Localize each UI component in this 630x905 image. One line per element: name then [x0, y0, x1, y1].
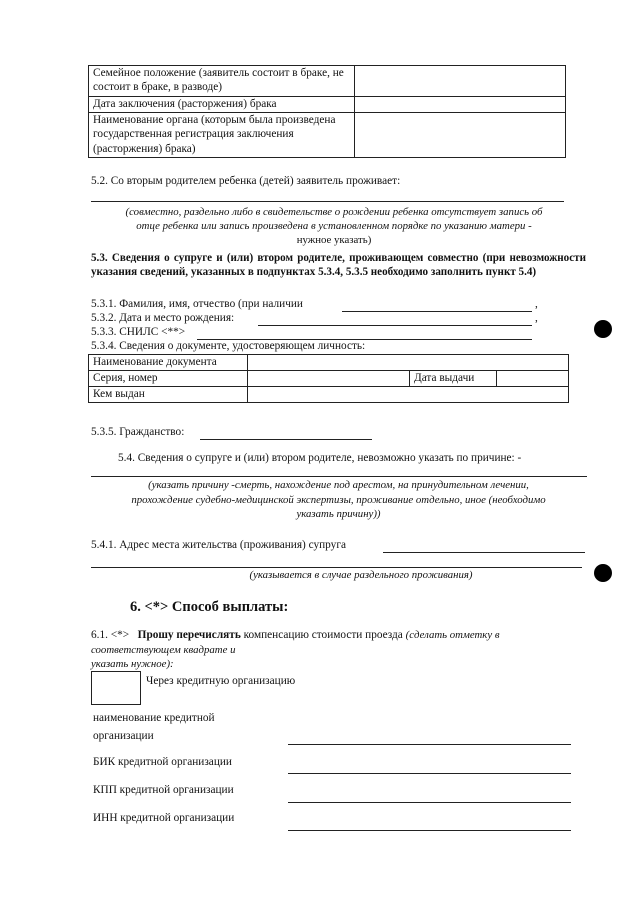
full-name-field[interactable]: [342, 311, 532, 312]
doc-name-label: Наименование документа: [89, 355, 248, 371]
credit-org-checkbox[interactable]: [91, 671, 141, 705]
snils-label: 5.3.3. СНИЛС <**>: [91, 326, 186, 338]
citizenship-label: 5.3.5. Гражданство:: [91, 426, 185, 438]
comma-text: ,: [535, 298, 538, 310]
reason-field[interactable]: [91, 476, 587, 477]
payment-request-text: 6.1. <*> Прошу перечислять компенсацию стоимости проезда (сделать отметку в соответствующем квадрате и указать нужное):: [91, 629, 500, 671]
table-row: [89, 113, 566, 158]
table-row: [89, 97, 566, 113]
table-cell-label: Наименование органа (которым была произведена государственная регистрация заключения (расторжения) брака): [89, 113, 355, 158]
spouse-address-label: 5.4.1. Адрес места жительства (проживания) супруга: [91, 539, 346, 551]
citizenship-field[interactable]: [200, 439, 372, 440]
punch-hole-mark: [594, 320, 612, 338]
birth-label: 5.3.2. Дата и место рождения:: [91, 312, 235, 324]
table-row: [89, 371, 569, 387]
table-row: [89, 66, 566, 97]
payment-method-heading: 6. <*> Способ выплаты:: [130, 599, 289, 615]
table-cell-label: Семейное положение (заявитель состоит в браке, не состоит в браке, в разводе): [89, 66, 355, 97]
id-document-table: [88, 354, 569, 403]
reason-note: (указать причину -смерть, нахождение под арестом, на принудительном лечении, прохождение судебно-медицинской экспертизы, проживание отдельно, иное (необходимо указать причину)): [131, 479, 546, 521]
table-cell-label: Дата заключения (расторжения) брака: [89, 97, 355, 113]
comma-text: ,: [535, 312, 538, 324]
doc-series-label: Серия, номер: [89, 371, 248, 387]
doc-name-value[interactable]: [248, 355, 569, 371]
birth-field[interactable]: [258, 325, 532, 326]
marital-status-table: [88, 65, 566, 158]
inn-label: ИНН кредитной организации: [93, 812, 235, 824]
full-name-label: 5.3.1. Фамилия, имя, отчество (при наличии: [91, 298, 303, 310]
table-cell-value[interactable]: [355, 66, 566, 97]
spouse-address-note: (указывается в случае раздельного проживания): [249, 569, 473, 581]
cohabitation-note: (совместно, раздельно либо в свидетельстве о рождении ребенка отсутствует запись об отце ребенка или запись произведена в установленном порядке по указанию матери - нужное указать): [125, 206, 543, 247]
doc-issuer-label: Кем выдан: [89, 387, 248, 403]
cohabitation-field[interactable]: [91, 201, 564, 202]
doc-series-value[interactable]: [248, 371, 410, 387]
doc-date-value[interactable]: [497, 371, 569, 387]
table-cell-value[interactable]: [355, 97, 566, 113]
bik-label: БИК кредитной организации: [93, 756, 232, 768]
kpp-field[interactable]: [288, 802, 571, 803]
bank-name-label: наименование кредитной организации: [93, 712, 215, 742]
doc-issuer-value[interactable]: [248, 387, 569, 403]
inn-field[interactable]: [288, 830, 571, 831]
bik-field[interactable]: [288, 773, 571, 774]
spouse-address-field[interactable]: [383, 552, 585, 553]
id-document-label: 5.3.4. Сведения о документе, удостоверяющем личность:: [91, 340, 366, 352]
bank-name-field[interactable]: [288, 744, 571, 745]
doc-date-label: Дата выдачи: [410, 371, 497, 387]
table-cell-value[interactable]: [355, 113, 566, 158]
reason-label: 5.4. Сведения о супруге и (или) втором родителе, невозможно указать по причине: -: [118, 452, 522, 464]
table-row: [89, 387, 569, 403]
spouse-section-heading: 5.3. Сведения о супруге и (или) втором родителе, проживающем совместно (при невозможности указания сведений, указанных в подпунктах 5.3.4, 5.3.5 необходимо заполнить пункт 5.4): [91, 252, 586, 279]
table-row: [89, 355, 569, 371]
kpp-label: КПП кредитной организации: [93, 784, 234, 796]
cohabitation-label: 5.2. Со вторым родителем ребенка (детей) заявитель проживает:: [91, 175, 401, 187]
credit-org-option-label: Через кредитную организацию: [146, 675, 296, 687]
